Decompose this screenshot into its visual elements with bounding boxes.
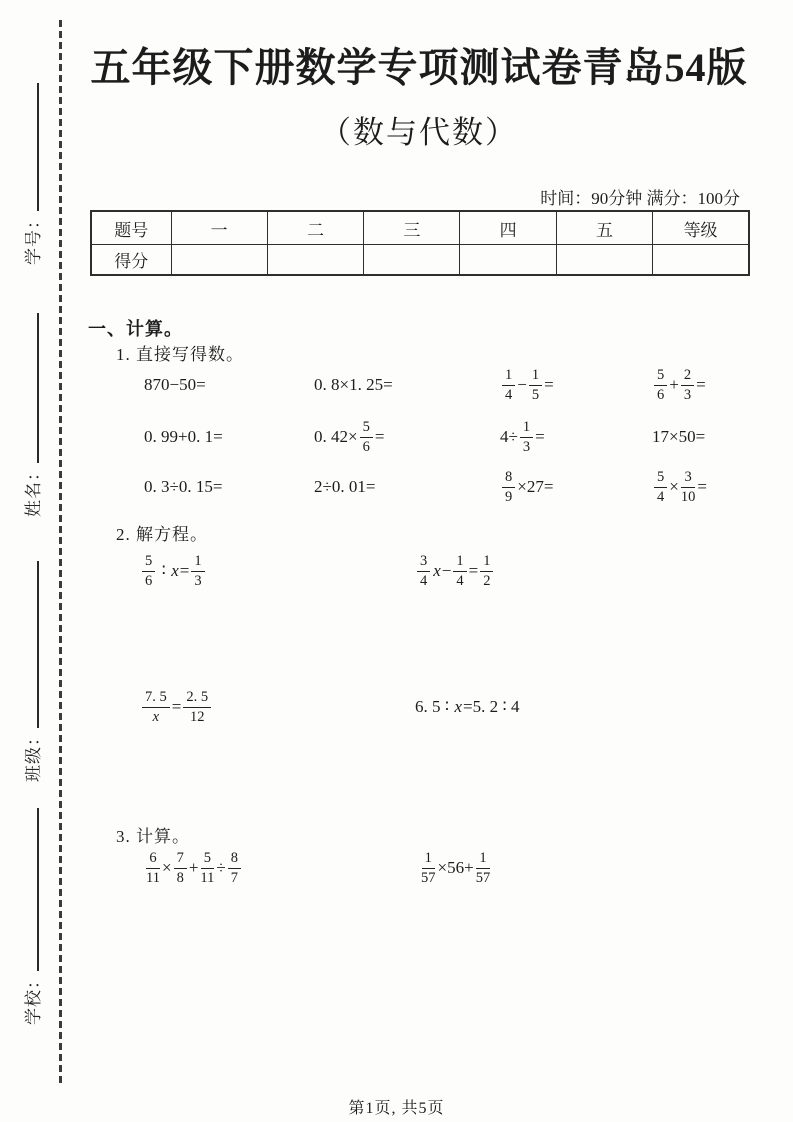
score-table: [90, 210, 750, 276]
score-table-empty-cell: [267, 245, 363, 276]
math-expression: $\frac{1}{57}$ ×56+ $\frac{1}{57}$: [421, 850, 491, 886]
score-table-empty-cell: [460, 245, 556, 276]
math-expression: $\frac{6}{11}$ × $\frac{7}{8}$ + $\frac{5}{11}$ ÷ $\frac{8}{7}$: [144, 850, 419, 885]
score-table-cell: 五: [556, 211, 652, 245]
direct-calc-row: [144, 412, 756, 462]
math-expression: $\frac{5}{6}$ ∶ x = $\frac{1}{3}$: [140, 553, 415, 588]
item-label-direct-write: 1. 直接写得数。: [116, 345, 244, 364]
fill-in-line: [17, 561, 39, 728]
score-table-empty-cell: [653, 245, 749, 276]
math-expression: 870−50=: [144, 374, 206, 394]
math-expression: 17×50=: [652, 426, 706, 446]
school-label: 学校：: [24, 971, 43, 1025]
class-field: [17, 561, 43, 782]
math-expression: $\frac{5}{6}$ + $\frac{2}{3}$ =: [652, 367, 756, 402]
time-score-info: 时间：90分钟 满分：100分: [540, 189, 740, 208]
fill-in-line: [17, 313, 39, 463]
score-table-empty-cell: [364, 245, 460, 276]
math-expression: $\frac{5}{4}$ × $\frac{3}{10}$ =: [652, 469, 756, 504]
equation-row: [140, 545, 756, 597]
student-id-field: [17, 83, 43, 265]
fill-in-line: [17, 83, 39, 211]
score-table-cell: 等级: [653, 211, 749, 245]
math-expression: $\frac{3}{4}$ x − $\frac{1}{4}$ = $\frac{1}{2}$: [415, 553, 756, 588]
math-expression: 0. 3÷0. 15=: [144, 476, 223, 496]
math-expression: $\frac{1}{4}$ − $\frac{1}{5}$ =: [500, 367, 652, 402]
math-expression: $\frac{8}{9}$ ×27=: [500, 469, 652, 504]
section-heading-calculation: 一、计算。: [88, 319, 183, 339]
binding-dashed-line: [59, 20, 62, 1086]
direct-calc-row: [144, 360, 756, 410]
item-label-calculate: 3. 计算。: [116, 827, 190, 846]
math-expression: $\frac{7. 5}{x}$ = $\frac{2. 5}{12}$: [140, 689, 415, 724]
math-expression: 0. 42× $\frac{5}{6}$ =: [314, 419, 385, 455]
score-table-empty-cell: [171, 245, 267, 276]
score-table-cell: 三: [364, 211, 460, 245]
score-table-empty-cell: [556, 245, 652, 276]
school-field: [17, 808, 43, 1025]
math-expression: 0. 99+0. 1=: [144, 426, 223, 446]
math-expression: 2÷0. 01=: [314, 476, 376, 496]
score-table-cell: 一: [171, 211, 267, 245]
fill-in-line: [17, 808, 39, 971]
score-table-header-row: [91, 211, 749, 245]
math-expression: 4÷ $\frac{1}{3}$ =: [500, 419, 545, 455]
direct-calc-row: [144, 462, 756, 512]
page-subtitle: （数与代数）: [320, 115, 518, 150]
score-table-cell: 题号: [91, 211, 171, 245]
class-label: 班级：: [24, 728, 43, 782]
score-table-cell: 得分: [91, 245, 171, 276]
score-table-cell: 二: [267, 211, 363, 245]
math-expression: 6. 5 ∶ x =5. 2 ∶ 4: [415, 696, 520, 716]
math-expression: 0. 8×1. 25=: [314, 374, 393, 394]
score-table-score-row: [91, 245, 749, 276]
student-id-label: 学号：: [24, 211, 43, 265]
student-name-label: 姓名：: [24, 463, 43, 517]
page-number: 第1页, 共5页: [348, 1100, 445, 1117]
calculation-row: [144, 842, 756, 894]
score-table-cell: 四: [460, 211, 556, 245]
equation-row: [140, 681, 756, 733]
item-label-solve-equations: 2. 解方程。: [116, 525, 208, 544]
student-name-field: [17, 313, 43, 517]
page-title: 五年级下册数学专项测试卷青岛54版: [90, 45, 748, 90]
